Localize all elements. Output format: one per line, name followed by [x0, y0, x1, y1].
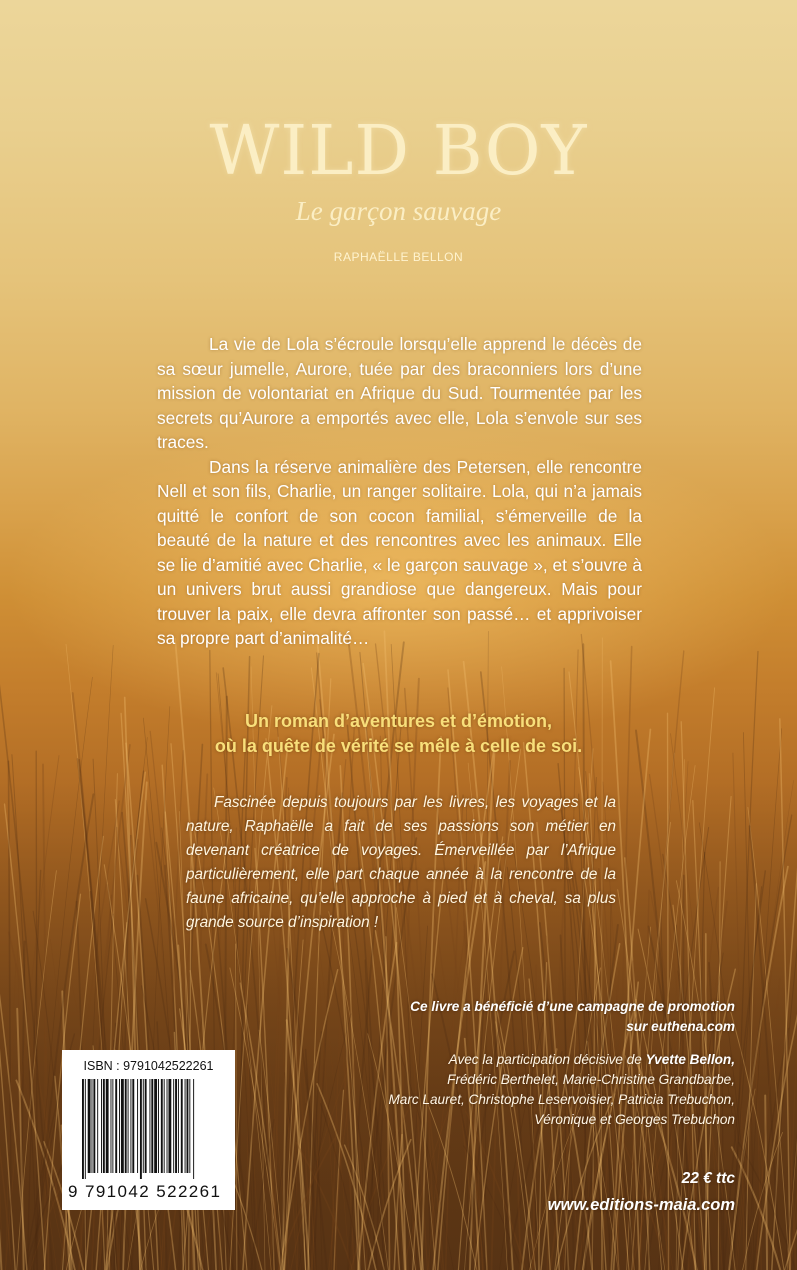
synopsis-paragraph: Dans la réserve animalière des Petersen, elle rencontre Nell et son fils, Charlie, un ranger solitaire. Lola, qui n’a jamais quitté le confort de son cocon familial, s’émerveille de la beauté de la nature et des rencontres avec les animaux. Elle se lie d’amitié avec Charlie, « le garçon sauvage », et s’ouvre à un univers brut aussi grandiose que dangereux. Mais pour trouver la paix, elle devra affronter son passé… et apprivoiser sa propre part d’animalité…: [157, 456, 642, 648]
synopsis: [157, 332, 642, 651]
promotion-line: sur euthena.com: [626, 1019, 735, 1034]
promotion-line: Ce livre a bénéficié d’une campagne de promotion: [410, 999, 735, 1014]
promotion-note: [315, 997, 735, 1037]
isbn-label: ISBN : 9791042522261: [83, 1059, 214, 1073]
credits-name: Yvette Bellon,: [645, 1052, 735, 1067]
author-name: RAPHAËLLE BELLON: [333, 250, 464, 264]
isbn-barcode: [62, 1050, 235, 1210]
credits-line: Véronique et Georges Trebuchon: [534, 1112, 735, 1127]
synopsis-paragraph: La vie de Lola s’écroule lorsqu’elle apprend le décès de sa sœur jumelle, Aurore, tuée par des braconniers lors d’une mission de volontariat en Afrique du Sud. Tourmentée par les secrets qu’Aurore a emportés avec elle, Lola s’envole sur ses traces.: [157, 334, 642, 452]
barcode-bars: [82, 1079, 222, 1179]
author-bio: [186, 791, 616, 935]
book-title: WILD BOY: [209, 112, 588, 191]
tagline: [0, 709, 797, 759]
credits-line: [295, 1050, 735, 1070]
book-subtitle: Le garçon sauvage: [295, 196, 502, 226]
price: 22 € ttc: [681, 1170, 735, 1187]
tagline-line: où la quête de vérité se mêle à celle de soi.: [214, 736, 583, 756]
credits: [295, 1050, 735, 1130]
barcode-digits: 9 791042 522261: [68, 1182, 222, 1201]
credits-intro: Avec la participation décisive de: [448, 1052, 646, 1067]
publisher-website: www.editions-maia.com: [547, 1196, 735, 1214]
tagline-line: Un roman d’aventures et d’émotion,: [244, 711, 553, 731]
credits-line: Frédéric Berthelet, Marie-Christine Grandbarbe,: [447, 1072, 735, 1087]
author-bio-text: Fascinée depuis toujours par les livres, les voyages et la nature, Raphaëlle a fait de ses passions son métier en devenant créatrice de voyages. Émerveillée par l’Afrique particulièrement, elle part chaque année à la rencontre de la faune africaine, qu’elle approche à pied et à cheval, sa plus grande source d’inspiration !: [186, 794, 616, 931]
credits-line: Marc Lauret, Christophe Leservoisier, Patricia Trebuchon,: [388, 1092, 735, 1107]
